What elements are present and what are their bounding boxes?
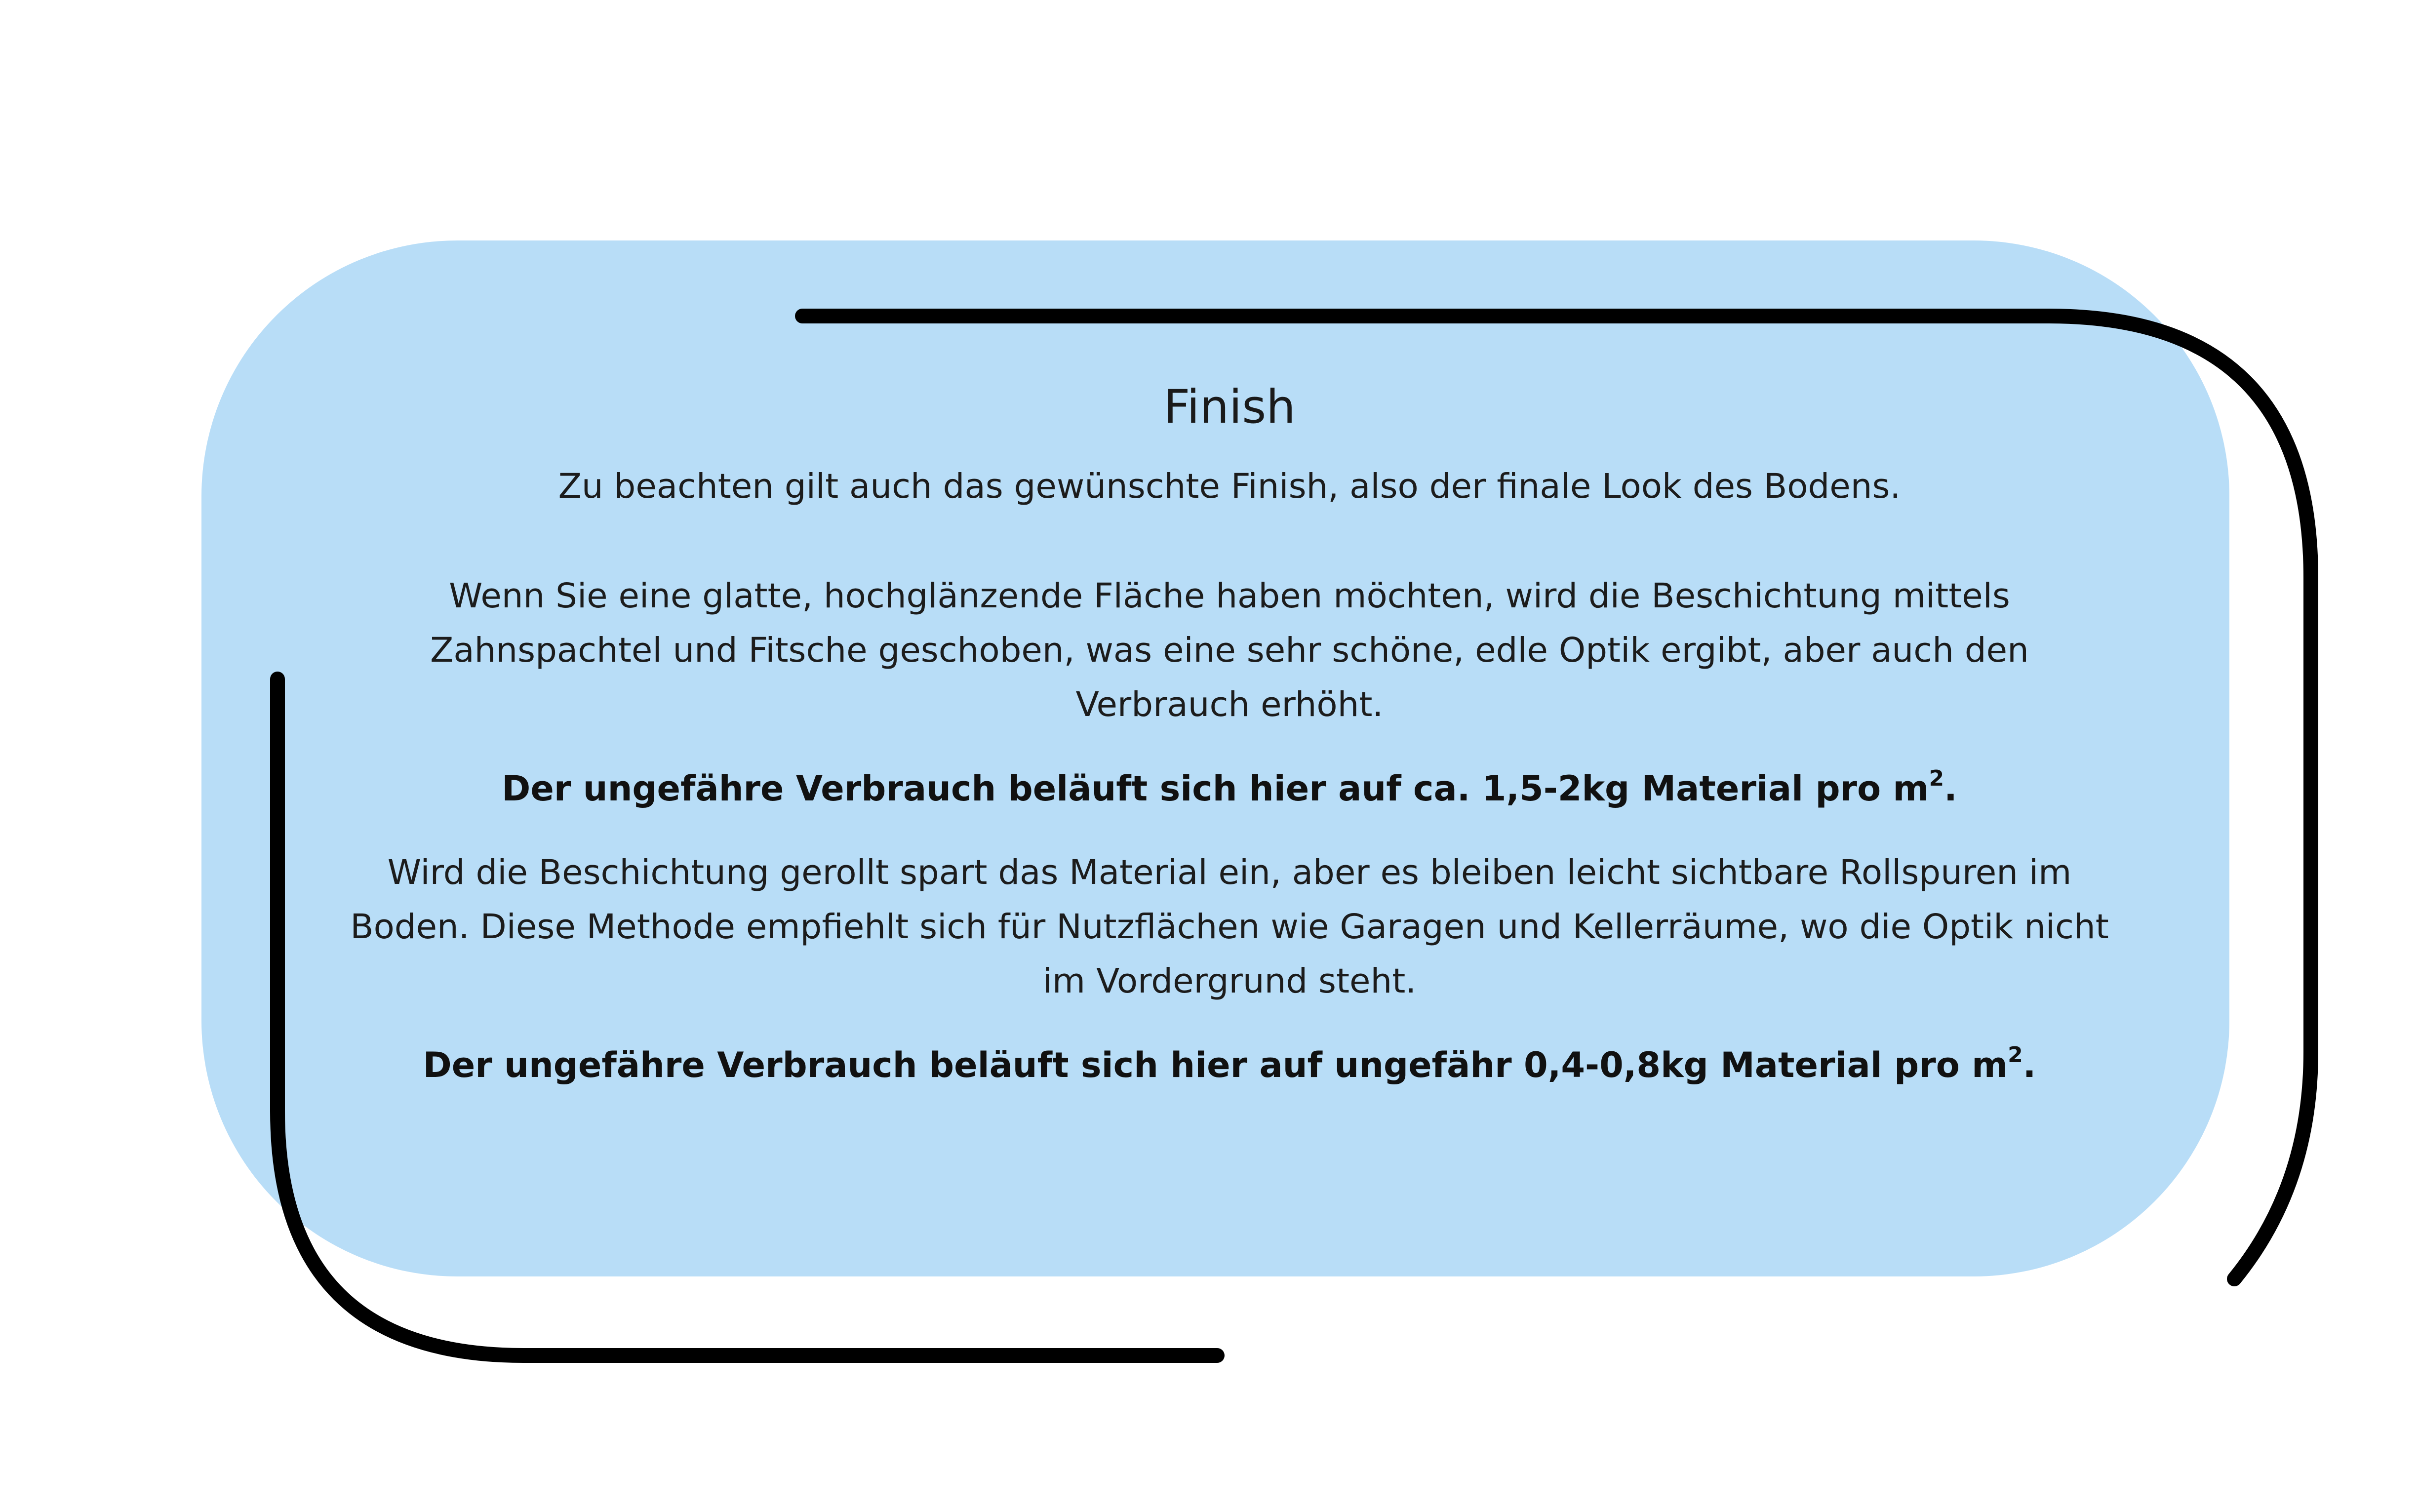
rolled-consumption-end: . [2022, 1045, 2036, 1085]
glossy-consumption-text [346, 761, 2113, 816]
glossy-consumption-label: Der ungefähre Verbrauch beläuft sich hier auf ca. 1,5-2kg Material pro m [502, 768, 1929, 809]
glossy-finish-text: Wenn Sie eine glatte, hochglänzende Fläche haben möchten, wird die Beschichtung mittels Zahnspachtel und Fitsche geschoben, was eine sehr schöne, edle Optik ergibt, aber auch den Verbrauch erhöht. [430, 576, 2029, 724]
card-content [346, 370, 2113, 1092]
section-title: Finish [1163, 380, 1296, 434]
intro-text: Zu beachten gilt auch das gewünschte Finish, also der finale Look des Bodens. [558, 467, 1901, 506]
rolled-consumption-superscript: 2 [2008, 1042, 2023, 1068]
glossy-consumption-superscript: 2 [1929, 766, 1944, 791]
glossy-consumption-end: . [1944, 768, 1957, 809]
rolled-consumption-text [346, 1038, 2113, 1092]
rolled-consumption-label: Der ungefähre Verbrauch beläuft sich hier auf ungefähr 0,4-0,8kg Material pro m [423, 1045, 2008, 1085]
rolled-finish-text: Wird die Beschichtung gerollt spart das Material ein, aber es bleiben leicht sichtbare Rollspuren im Boden. Diese Methode empfiehlt sich für Nutzflächen wie Garagen und Kellerräume, wo die Optik nicht im Vordergrund steht. [350, 853, 2109, 1001]
